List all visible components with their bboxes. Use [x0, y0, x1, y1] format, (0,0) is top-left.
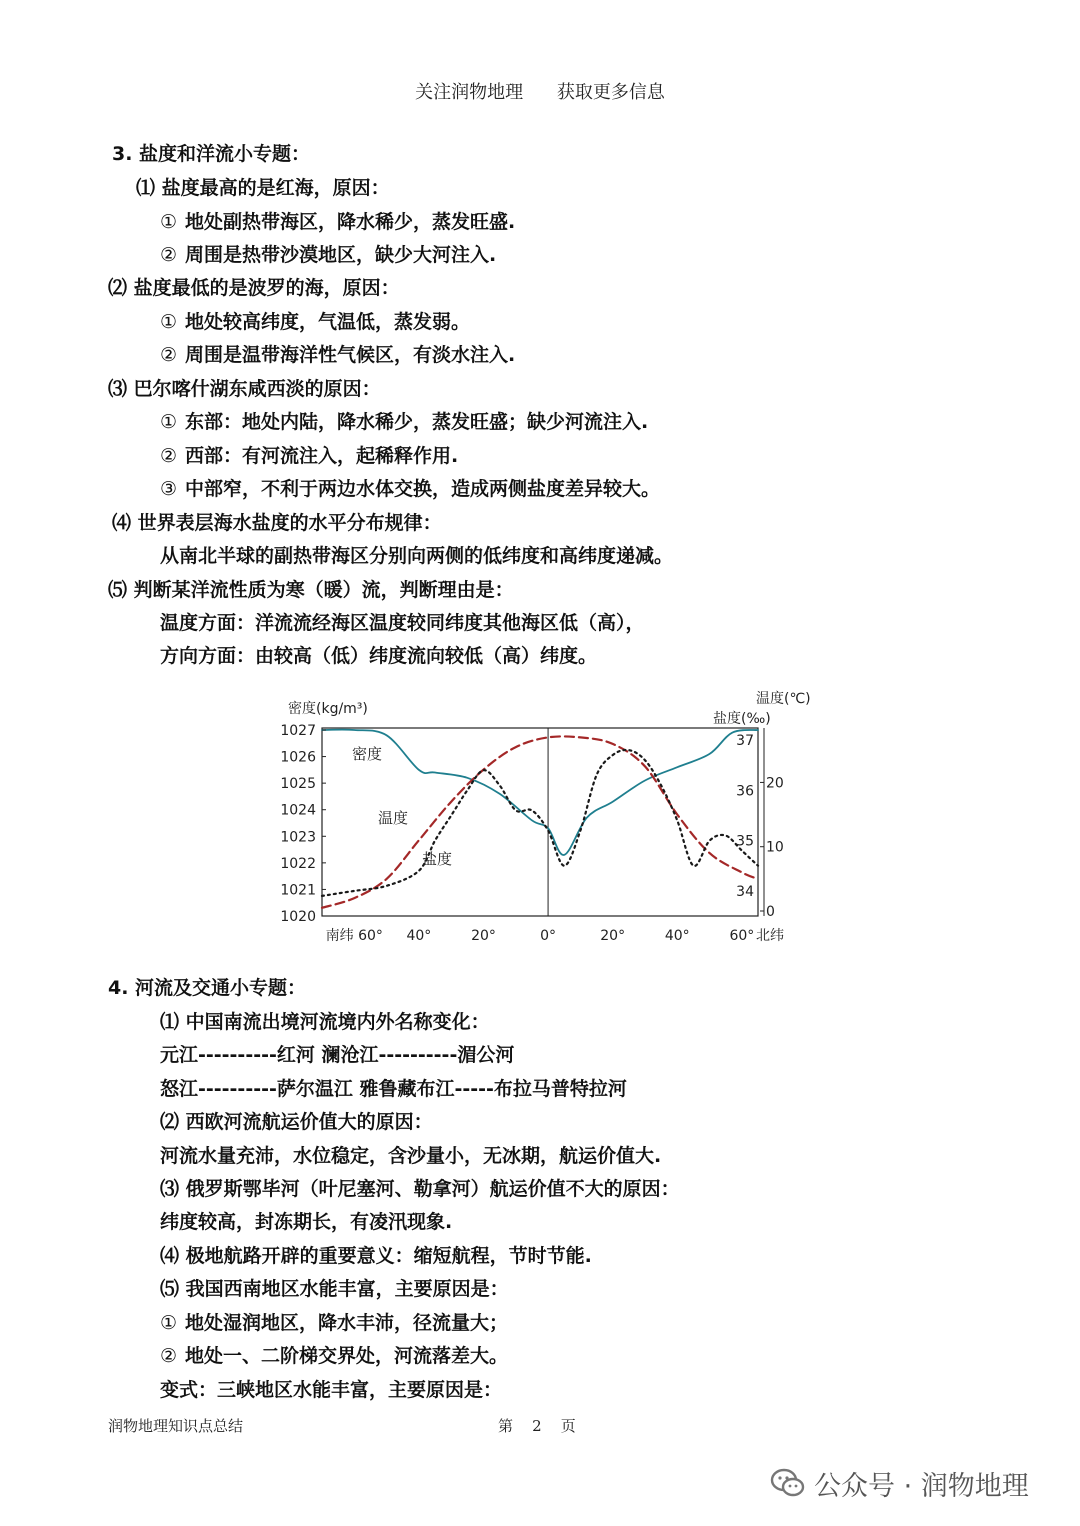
item-text: 西部：有河流注入，起稀释作用.: [185, 445, 459, 467]
item-number: ②: [160, 445, 178, 467]
watermark-text: 公众号 · 润物地理: [814, 1470, 1029, 1502]
section3-p4-text: 从南北半球的副热带海区分别向两侧的低纬度和高纬度递减。: [160, 545, 674, 567]
temperature-axis-label: 温度(℃): [756, 691, 811, 707]
section3-p3-item1: [160, 409, 648, 435]
density-series-label: 密度: [352, 745, 383, 763]
density-tick-label: 1021: [280, 882, 316, 899]
salinity-tick-label: 37: [736, 733, 754, 750]
temperature-tick-label: 20: [766, 775, 784, 792]
section4-q1-line1: 元江----------红河 澜沧江----------湄公河: [160, 1044, 515, 1066]
salinity-axis-label: 盐度(‰): [713, 711, 771, 727]
salinity-series-label: 盐度: [422, 850, 453, 868]
item-text: 地处一、二阶梯交界处，河流落差大。: [185, 1345, 509, 1367]
page-header: [0, 78, 1080, 104]
section4-q1-heading: ⑴ 中国南流出境河流境内外名称变化：: [160, 1011, 490, 1033]
salinity-tick-label: 36: [736, 783, 754, 800]
item-text: 地处湿润地区，降水丰沛，径流量大；: [185, 1312, 509, 1334]
item-number: ①: [160, 1312, 178, 1334]
density-tick-label: 1024: [280, 802, 316, 819]
section4-q5-variant: 变式：三峡地区水能丰富，主要原因是：: [160, 1379, 503, 1401]
section3-p1-item2: [160, 242, 496, 268]
section3-p3-item3: [160, 476, 660, 502]
item-number: ③: [160, 478, 178, 500]
section3-p2-item2: [160, 342, 515, 368]
section4-q4-heading: ⑷ 极地航路开辟的重要意义：缩短航程，节时节能.: [160, 1245, 592, 1267]
section3-p2-heading: ⑵ 盐度最低的是波罗的海，原因：: [108, 277, 400, 299]
density-tick-label: 1022: [280, 855, 316, 872]
x-tick-label: 60°: [729, 928, 755, 944]
x-tick-label: 20°: [471, 928, 496, 944]
item-text: 地处较高纬度，气温低，蒸发弱。: [185, 311, 471, 333]
section4-title: 4. 河流及交通小专题：: [108, 977, 307, 999]
item-text: 周围是热带沙漠地区，缺少大河注入.: [185, 244, 497, 266]
x-tick-label: 20°: [600, 928, 626, 944]
section3-p3-heading: ⑶ 巴尔喀什湖东咸西淡的原因：: [108, 378, 381, 400]
item-number: ②: [160, 344, 178, 366]
section3-title: 3. 盐度和洋流小专题：: [112, 143, 311, 165]
section4-q5-item2: [160, 1343, 508, 1369]
item-text: 周围是温带海洋性气候区，有淡水注入.: [185, 344, 516, 366]
section3-p4-heading: ⑷ 世界表层海水盐度的水平分布规律：: [112, 512, 442, 534]
density-tick-label: 1023: [280, 829, 316, 846]
item-number: ①: [160, 411, 178, 433]
density-tick-label: 1025: [280, 776, 316, 793]
density-tick-label: 1026: [280, 749, 316, 766]
section3-p3-item2: [160, 443, 458, 469]
item-number: ②: [160, 1345, 178, 1367]
section4-q2-text: 河流水量充沛，水位稳定，含沙量小，无冰期，航运价值大.: [160, 1145, 662, 1167]
section4-q3-text: 纬度较高，封冻期长，有凌汛现象.: [160, 1211, 453, 1233]
item-number: ①: [160, 311, 178, 333]
section4-q1-line2: 怒江----------萨尔温江 雅鲁藏布江-----布拉马普特拉河: [160, 1078, 627, 1100]
section3-p5-heading: ⑸ 判断某洋流性质为寒（暖）流，判断理由是：: [108, 579, 514, 601]
density-tick-label: 1027: [280, 723, 316, 739]
footer-page-number: 第 2 页: [498, 1417, 576, 1435]
header-follow: 关注润物地理: [415, 82, 524, 103]
density-tick-label: 1020: [280, 909, 316, 925]
item-text: 地处副热带海区，降水稀少，蒸发旺盛.: [185, 211, 516, 233]
section3-p1-item1: [160, 209, 515, 235]
section4-q5-item1: [160, 1310, 508, 1336]
section3-p1-heading: ⑴ 盐度最高的是红海，原因：: [136, 177, 390, 199]
x-tick-label: 北纬: [756, 928, 784, 944]
section3-p5-line1: 温度方面：洋流流经海区温度较同纬度其他海区低（高），: [160, 612, 645, 634]
salinity-tick-label: 34: [736, 883, 754, 900]
section3-p2-item1: [160, 309, 470, 335]
item-number: ①: [160, 211, 178, 233]
footer-title: 润物地理知识点总结: [108, 1417, 244, 1435]
salinity-tick-label: 35: [736, 833, 754, 850]
x-tick-label: 40°: [664, 928, 690, 944]
temperature-tick-label: 0: [766, 904, 775, 920]
section4-q2-heading: ⑵ 西欧河流航运价值大的原因：: [160, 1111, 433, 1133]
item-text: 中部窄，不利于两边水体交换，造成两侧盐度差异较大。: [185, 478, 661, 500]
temperature-tick-label: 10: [766, 839, 784, 856]
header-more-info: 获取更多信息: [556, 82, 665, 103]
section3-p5-line2: 方向方面：由较高（低）纬度流向较低（高）纬度。: [160, 645, 598, 667]
watermark: [770, 1463, 1060, 1503]
density-axis-label: 密度(kg/m³): [288, 701, 368, 717]
x-tick-label: 南纬 60°: [325, 928, 383, 944]
x-tick-label: 0°: [540, 928, 557, 944]
x-tick-label: 40°: [406, 928, 432, 944]
ocean-profile-chart: [270, 683, 811, 948]
section4-q5-heading: ⑸ 我国西南地区水能丰富，主要原因是：: [160, 1278, 509, 1300]
section4-q3-heading: ⑶ 俄罗斯鄂毕河（叶尼塞河、勒拿河）航运价值不大的原因：: [160, 1178, 680, 1200]
temperature-series-label: 温度: [378, 809, 409, 827]
item-number: ②: [160, 244, 178, 266]
item-text: 东部：地处内陆，降水稀少，蒸发旺盛；缺少河流注入.: [185, 411, 649, 433]
wechat-icon: [770, 1467, 806, 1499]
